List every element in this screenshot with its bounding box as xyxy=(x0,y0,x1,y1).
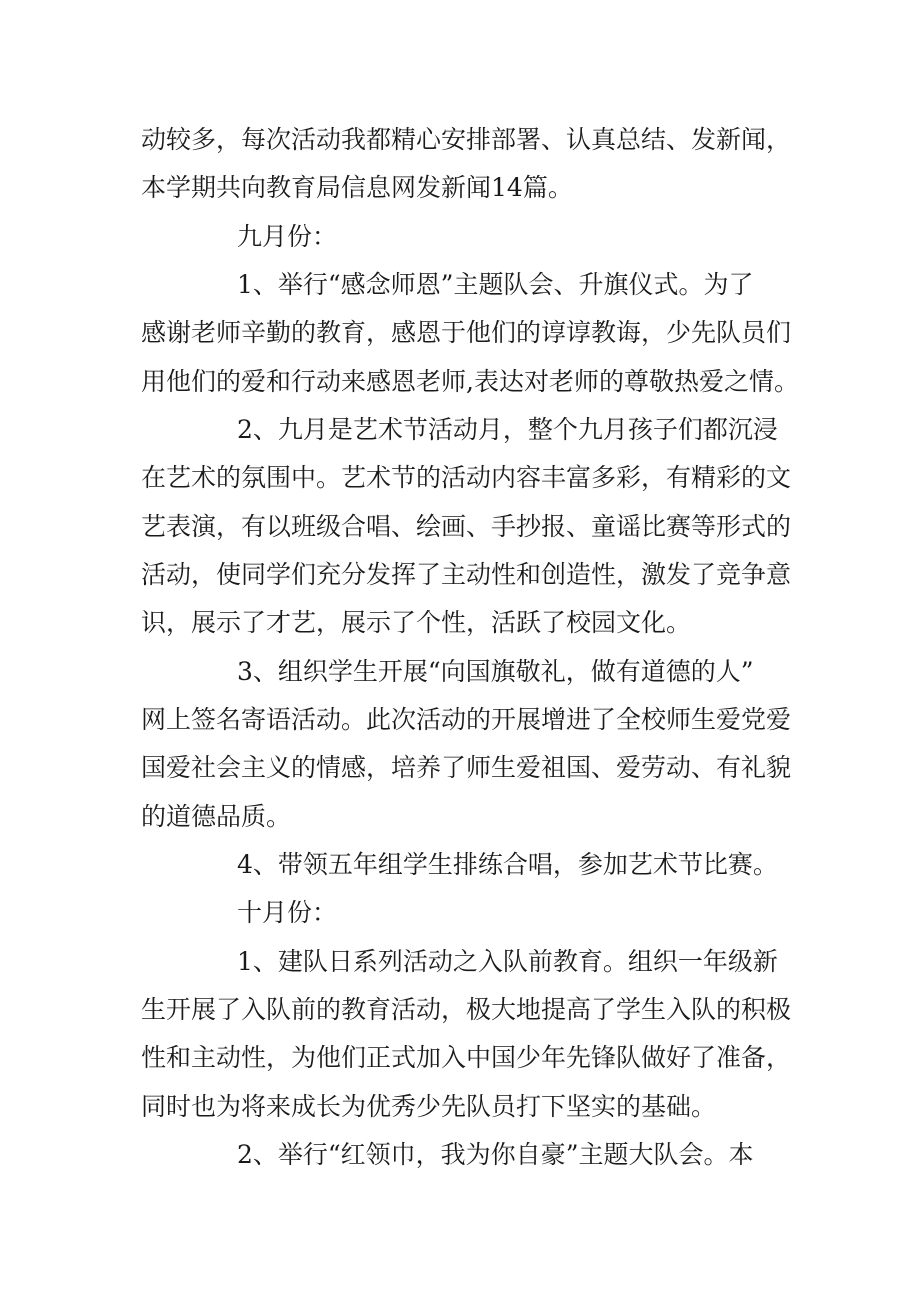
text-line: 2、举行“红领巾，我为你自豪”主题大队会。本 xyxy=(237,1140,754,1169)
text-line: 同时也为将来成长为优秀少先队员打下坚实的基础。 xyxy=(141,1092,717,1121)
text-line: 国爱社会主义的情感，培养了师生爱祖国、爱劳动、有礼貌 xyxy=(141,753,792,782)
text-line: 2、九月是艺术节活动月，整个九月孩子们都沉浸 xyxy=(237,415,778,444)
text-line: 网上签名寄语活动。此次活动的开展增进了全校师生爱党爱 xyxy=(141,705,792,734)
text-line: 性和主动性，为他们正式加入中国少年先锋队做好了准备， xyxy=(141,1043,792,1072)
text-line: 在艺术的氛围中。艺术节的活动内容丰富多彩，有精彩的文 xyxy=(141,463,792,492)
text-line: 识，展示了才艺，展示了个性，活跃了校园文化。 xyxy=(141,608,692,637)
text-line: 本学期共向教育局信息网发新闻14篇。 xyxy=(141,173,573,202)
text-line: 3、组织学生开展“向国旗敬礼，做有道德的人” xyxy=(237,657,754,686)
section-heading-september: 九月份： xyxy=(237,222,338,251)
text-line: 1、举行“感念师恩”主题队会、升旗仪式。为了 xyxy=(237,270,754,299)
text-line: 用他们的爱和行动来感恩老师,表达对老师的尊敬热爱之情。 xyxy=(141,367,799,396)
text-line: 活动，使同学们充分发挥了主动性和创造性，激发了竞争意 xyxy=(141,560,792,589)
text-line: 4、带领五年组学生排练合唱，参加艺术节比赛。 xyxy=(237,850,778,879)
text-line: 艺表演，有以班级合唱、绘画、手抄报、童谣比赛等形式的 xyxy=(141,512,792,541)
text-line: 的道德品质。 xyxy=(141,802,292,831)
text-line: 感谢老师辛勤的教育，感恩于他们的谆谆教诲，少先队员们 xyxy=(141,318,792,347)
text-line: 1、建队日系列活动之入队前教育。组织一年级新 xyxy=(237,947,778,976)
text-line: 动较多，每次活动我都精心安排部署、认真总结、发新闻， xyxy=(141,125,792,154)
section-heading-october: 十月份： xyxy=(237,898,338,927)
text-line: 生开展了入队前的教育活动，极大地提高了学生入队的积极 xyxy=(141,995,792,1024)
